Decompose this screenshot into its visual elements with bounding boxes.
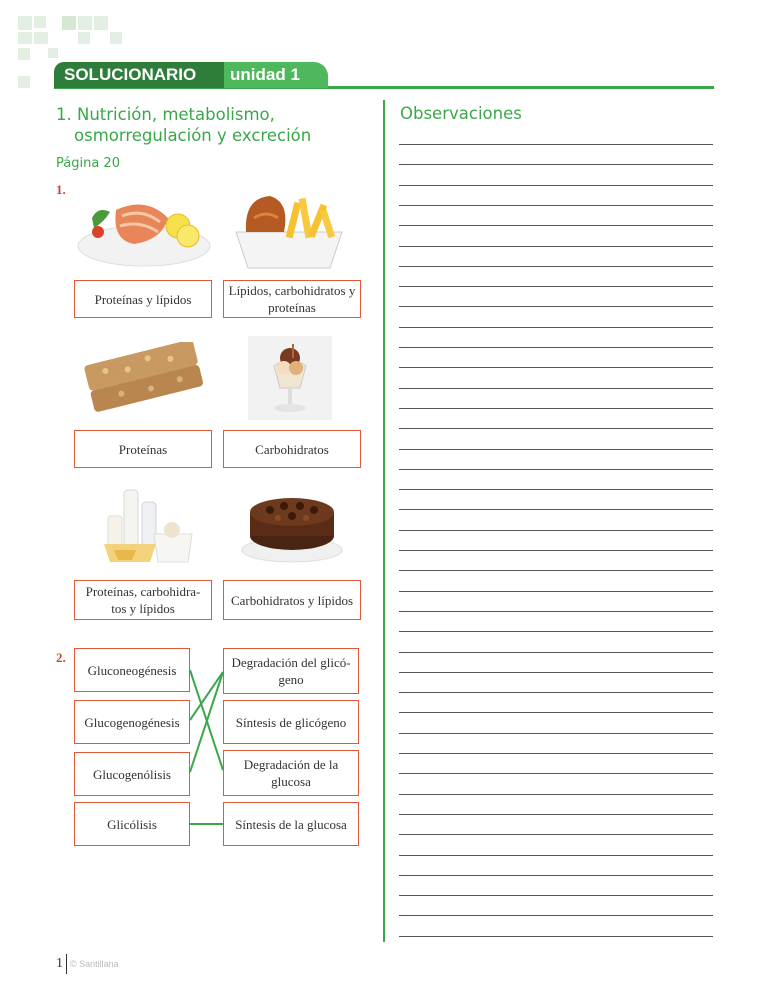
observation-line	[399, 266, 713, 267]
section-title-line1: 1. Nutrición, metabolismo,	[56, 105, 275, 124]
footer-divider	[66, 954, 67, 974]
term-box-4: Glicólisis	[74, 802, 190, 846]
answer-box-5: Proteínas, carbohidra-tos y lípidos	[74, 580, 212, 620]
observation-line	[399, 652, 713, 653]
observation-line	[399, 144, 713, 145]
observation-line	[399, 936, 713, 937]
fried-chicken-fries-icon	[226, 188, 352, 272]
observation-line	[399, 733, 713, 734]
observation-line	[399, 915, 713, 916]
observation-line	[399, 509, 713, 510]
section-title	[56, 104, 376, 146]
definition-box-2: Síntesis de glicógeno	[223, 700, 359, 744]
answer-box-1: Proteínas y lípidos	[74, 280, 212, 318]
observation-line	[399, 814, 713, 815]
observation-line	[399, 794, 713, 795]
observation-line	[399, 225, 713, 226]
term-box-3: Glucogenólisis	[74, 752, 190, 796]
observation-line	[399, 753, 713, 754]
term-box-2: Glucogenogénesis	[74, 700, 190, 744]
definition-box-3: Degradación de la glucosa	[223, 750, 359, 796]
column-divider	[383, 100, 385, 942]
term-box-1: Gluconeogénesis	[74, 648, 190, 692]
definition-box-4: Síntesis de la glucosa	[223, 802, 359, 846]
observation-line	[399, 388, 713, 389]
question-1-number: 1.	[56, 182, 66, 197]
observation-line	[399, 489, 713, 490]
question-2-number: 2.	[56, 650, 66, 665]
observation-line	[399, 469, 713, 470]
observation-line	[399, 164, 713, 165]
page-reference: Página 20	[56, 156, 120, 171]
observation-line	[399, 347, 713, 348]
observation-line	[399, 895, 713, 896]
observation-line	[399, 773, 713, 774]
answer-box-6: Carbohidratos y lípidos	[223, 580, 361, 620]
observation-line	[399, 591, 713, 592]
dairy-products-icon	[96, 486, 206, 568]
match-line-2	[190, 672, 223, 720]
observation-line	[399, 185, 713, 186]
observation-line	[399, 834, 713, 835]
definition-box-1: Degradación del glicó-geno	[223, 648, 359, 694]
observation-line	[399, 550, 713, 551]
salmon-plate-icon	[76, 188, 212, 272]
observation-line	[399, 631, 713, 632]
observation-line	[399, 672, 713, 673]
observations-title: Observaciones	[400, 104, 522, 123]
observation-line	[399, 408, 713, 409]
observation-line	[399, 286, 713, 287]
observation-line	[399, 205, 713, 206]
observation-line	[399, 530, 713, 531]
ice-cream-sundae-icon	[248, 336, 332, 420]
observation-line	[399, 367, 713, 368]
matching-lines	[190, 648, 224, 848]
cereal-bar-icon	[78, 342, 208, 412]
chocolate-cake-icon	[240, 490, 344, 566]
observation-line	[399, 428, 713, 429]
observation-line	[399, 692, 713, 693]
observation-line	[399, 712, 713, 713]
observation-line	[399, 306, 713, 307]
answer-box-3: Proteínas	[74, 430, 212, 468]
copyright-text: © Santillana	[70, 959, 119, 969]
section-title-line2: osmorregulación y excreción	[74, 126, 312, 145]
observation-line	[399, 855, 713, 856]
page-number: 1	[56, 956, 63, 971]
answer-box-2: Lípidos, carbohidratos y proteínas	[223, 280, 361, 318]
answer-box-4: Carbohidratos	[223, 430, 361, 468]
observation-line	[399, 449, 713, 450]
observation-line	[399, 875, 713, 876]
observation-line	[399, 570, 713, 571]
observation-line	[399, 246, 713, 247]
header-label-unidad: unidad 1	[224, 62, 328, 88]
observation-line	[399, 327, 713, 328]
header-label-solucionario: SOLUCIONARIO	[54, 62, 224, 88]
observation-line	[399, 611, 713, 612]
